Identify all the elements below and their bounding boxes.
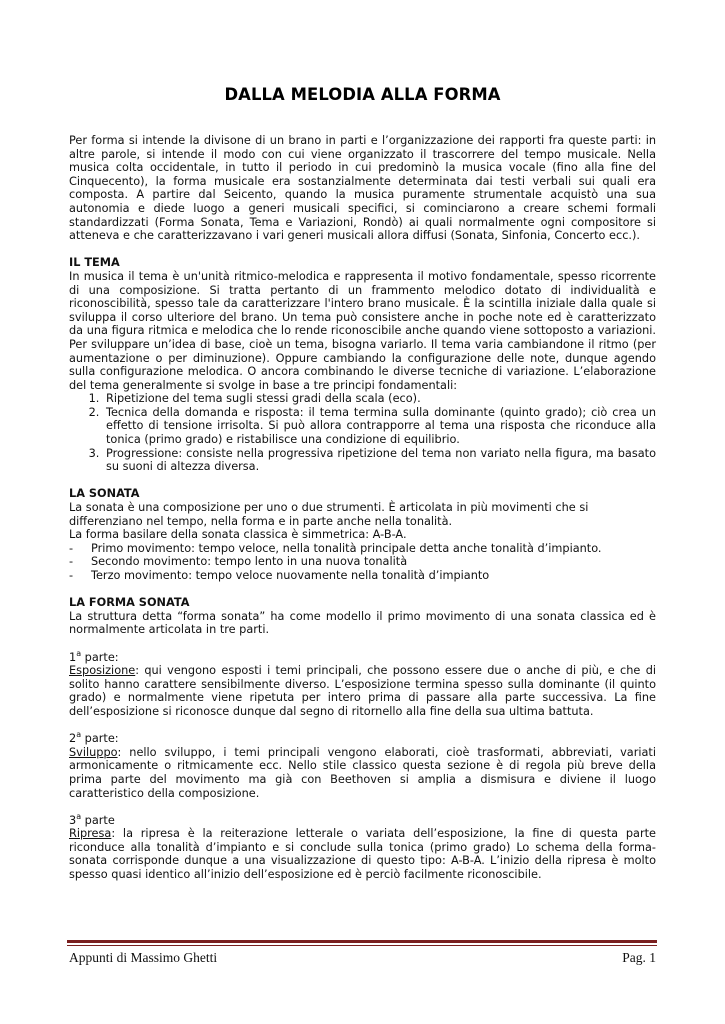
part-label: 1$^a$ parte: (69, 648, 119, 664)
sonata-paragraph: La sonata è una composizione per uno o due strumenti. È articolata in più movimenti che si differenziano nel tempo, nella forma e in parte anche nella tonalità. (69, 501, 589, 528)
list-item: - Secondo movimento: tempo lento in una nuova tonalità (69, 555, 656, 569)
section-heading-sonata: LA SONATA (69, 487, 140, 501)
section-heading-forma-sonata: LA FORMA SONATA (69, 596, 190, 610)
page-number: Pag. 1 (622, 950, 656, 965)
document-page (69, 85, 656, 882)
term-esposizione: Esposizione (69, 664, 136, 678)
principles-list (69, 392, 656, 474)
part-label: 3$^a$ parte (69, 811, 115, 827)
list-item: 2. Tecnica della domanda e risposta: il tema termina sulla dominante (quinto grado); ciò crea un effetto di tensione irrisolta. Si può allora contrapporre al tema una risposta che riconduce alla tonica (primo grado) e ristabilisce una condizione di equilibrio. (103, 406, 656, 447)
footer-divider (67, 940, 657, 946)
list-item: - Terzo movimento: tempo veloce nuovamente nella tonalità d’impianto (69, 569, 656, 583)
list-item: 1. Ripetizione del tema sugli stessi gradi della scala (eco). (103, 392, 656, 406)
page-title: DALLA MELODIA ALLA FORMA (224, 85, 501, 104)
tema-paragraph: In musica il tema è un'unità ritmico-melodica e rappresenta il motivo fondamentale, spesso ricorrente di una composizione. Si tratta pertanto di un frammento melodico dotato di individualità e riconoscibilità, spesso tale da caratterizzare l'intero brano musicale. È la scintilla iniziale dalla quale si sviluppa il corso ulteriore del brano. Un tema può consistere anche in poche note ed è caratterizzato da una figura ritmica e melodica che lo rende riconoscibile anche quando viene sottoposto a variazioni. Per sviluppare un’idea di base, cioè un tema, bisogna variarlo. Il tema varia cambiandone il ritmo (per aumentazione o per diminuzione). Oppure cambiando la configurazione delle note, dunque agendo sulla configurazione melodica. O ancora combinando le diverse tecniche di variazione. L’elaborazione del tema generalmente si svolge in base a tre principi fondamentali: (69, 269, 656, 392)
list-item: - Primo movimento: tempo veloce, nella tonalità principale detta anche tonalità d’impianto. (69, 542, 656, 556)
footer-author: Appunti di Massimo Ghetti (69, 950, 218, 965)
part-paragraph-esposizione: Esposizione: qui vengono esposti i temi principali, che possono essere due o anche di più, e che di solito hanno carattere sensibilmente diverso. L’esposizione termina spesso sulla dominante (il quinto grado) e normalmente viene ripetuta per intero prima di passare alla parte successiva. La fine dell’esposizione si riconosce dunque dal segno di ritornello alla fine della sua ultima battuta. (69, 664, 656, 718)
term-ripresa: Ripresa (69, 827, 112, 841)
forma-sonata-paragraph: La struttura detta “forma sonata” ha come modello il primo movimento di una sonata classica ed è normalmente articolata in tre parti. (69, 609, 656, 637)
part-paragraph-sviluppo: Sviluppo: nello sviluppo, i temi principali vengono elaborati, cioè trasformati, abbreviati, variati armonicamente o ritmicamente ecc. Nello stile classico questa sezione è di regola più breve della prima parte del movimento ma già con Beethoven si amplia a dismisura e diviene il luogo caratteristico della composizione. (69, 745, 656, 800)
movements-list (69, 542, 656, 583)
term-sviluppo: Sviluppo (69, 745, 118, 759)
intro-paragraph: Per forma si intende la divisone di un brano in parti e l’organizzazione dei rapporti fra queste parti: in altre parole, si intende il modo con cui viene organizzato il trascorrere del tempo musicale. Nella musica colta occidentale, in tutto il periodo in cui predominò la musica vocale (fino alla fine del Cinquecento), la forma musicale era sostanzialmente determinata dai testi verbali sui quali era composta. A partire dal Seicento, quando la musica puramente strumentale acquistò una sua autonomia e diede luogo a generi musicali specifici, si cominciarono a creare schemi formali standardizzati (Forma Sonata, Tema e Variazioni, Rondò) ai quali normalmente ogni compositore si atteneva e che caratterizzavano i vari generi musicali allora diffusi (Sonata, Sinfonia, Concerto ecc.). (69, 134, 656, 243)
part-label: 2$^a$ parte: (69, 730, 119, 746)
list-item: 3. Progressione: consiste nella progressiva ripetizione del tema non variato nella figura, ma basato su suoni di altezza diversa. (103, 447, 656, 474)
part-paragraph-ripresa: Ripresa: la ripresa è la reiterazione letterale o variata dell’esposizione, la fine di questa parte riconduce alla tonalità d’impianto e si conclude sulla tonica (primo grado) Lo schema della forma-sonata corrisponde dunque a una visualizzazione di questo tipo: A-B-A. L’inizio della ripresa è molto spesso quasi identico all’inizio dell’esposizione ed è perciò facilmente riconoscibile. (69, 827, 656, 882)
sonata-form-paragraph: La forma basilare della sonata classica è simmetrica: A-B-A. (69, 528, 407, 542)
section-heading-tema: IL TEMA (69, 256, 120, 270)
